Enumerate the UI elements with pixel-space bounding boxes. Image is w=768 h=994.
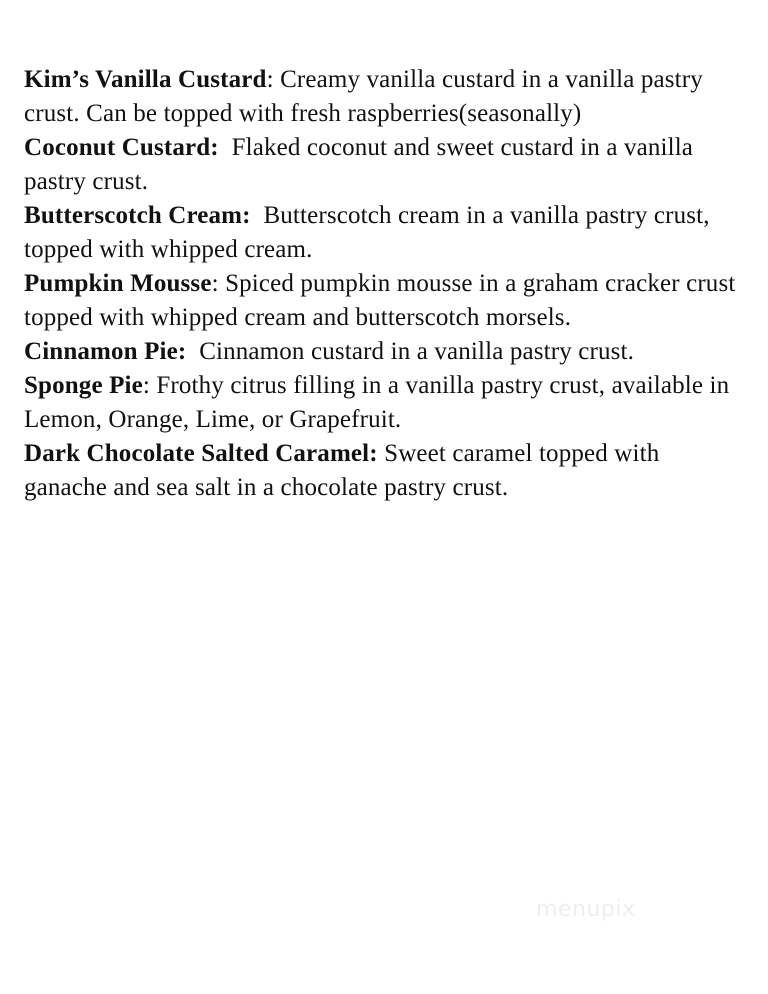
item-name: Kim’s Vanilla Custard <box>24 66 267 93</box>
item-name: Dark Chocolate Salted Caramel: <box>24 440 378 467</box>
item-separator <box>219 134 232 161</box>
menu-item-kims-vanilla-custard <box>24 63 744 131</box>
item-description: Frothy citrus filling in a vanilla pastry crust, available in Lemon, Orange, Lime, or Grapefruit. <box>24 372 730 433</box>
item-separator: : <box>211 270 226 297</box>
item-separator <box>186 338 199 365</box>
menupix-watermark: menupix <box>536 897 636 922</box>
item-name: Sponge Pie <box>24 372 143 399</box>
item-description: Butterscotch cream in a vanilla pastry crust, topped with whipped cream. <box>24 202 710 263</box>
menu-item-pumpkin-mousse <box>24 267 744 335</box>
item-description: Cinnamon custard in a vanilla pastry crust. <box>199 338 635 365</box>
item-name: Cinnamon Pie: <box>24 338 187 365</box>
menu-item-butterscotch-cream <box>24 199 744 267</box>
item-name: Coconut Custard: <box>24 134 219 161</box>
menu-item-dark-chocolate-salted-caramel <box>24 437 744 505</box>
menu-item-sponge-pie <box>24 369 744 437</box>
item-description: Sweet caramel topped with ganache and sea salt in a chocolate pastry crust. <box>24 440 660 501</box>
item-separator <box>251 202 264 229</box>
pie-menu <box>24 63 744 505</box>
item-description: Flaked coconut and sweet custard in a vanilla pastry crust. <box>24 134 694 195</box>
item-name: Pumpkin Mousse <box>24 270 212 297</box>
menu-item-coconut-custard <box>24 131 744 199</box>
menu-item-cinnamon-pie <box>24 335 744 369</box>
item-description: Spiced pumpkin mousse in a graham cracker crust topped with whipped cream and butterscotch morsels. <box>24 270 736 331</box>
item-description: Creamy vanilla custard in a vanilla pastry crust. Can be topped with fresh raspberries(seasonally) <box>24 66 703 127</box>
item-separator: : <box>266 66 281 93</box>
item-separator: : <box>142 372 157 399</box>
item-name: Butterscotch Cream: <box>24 202 251 229</box>
